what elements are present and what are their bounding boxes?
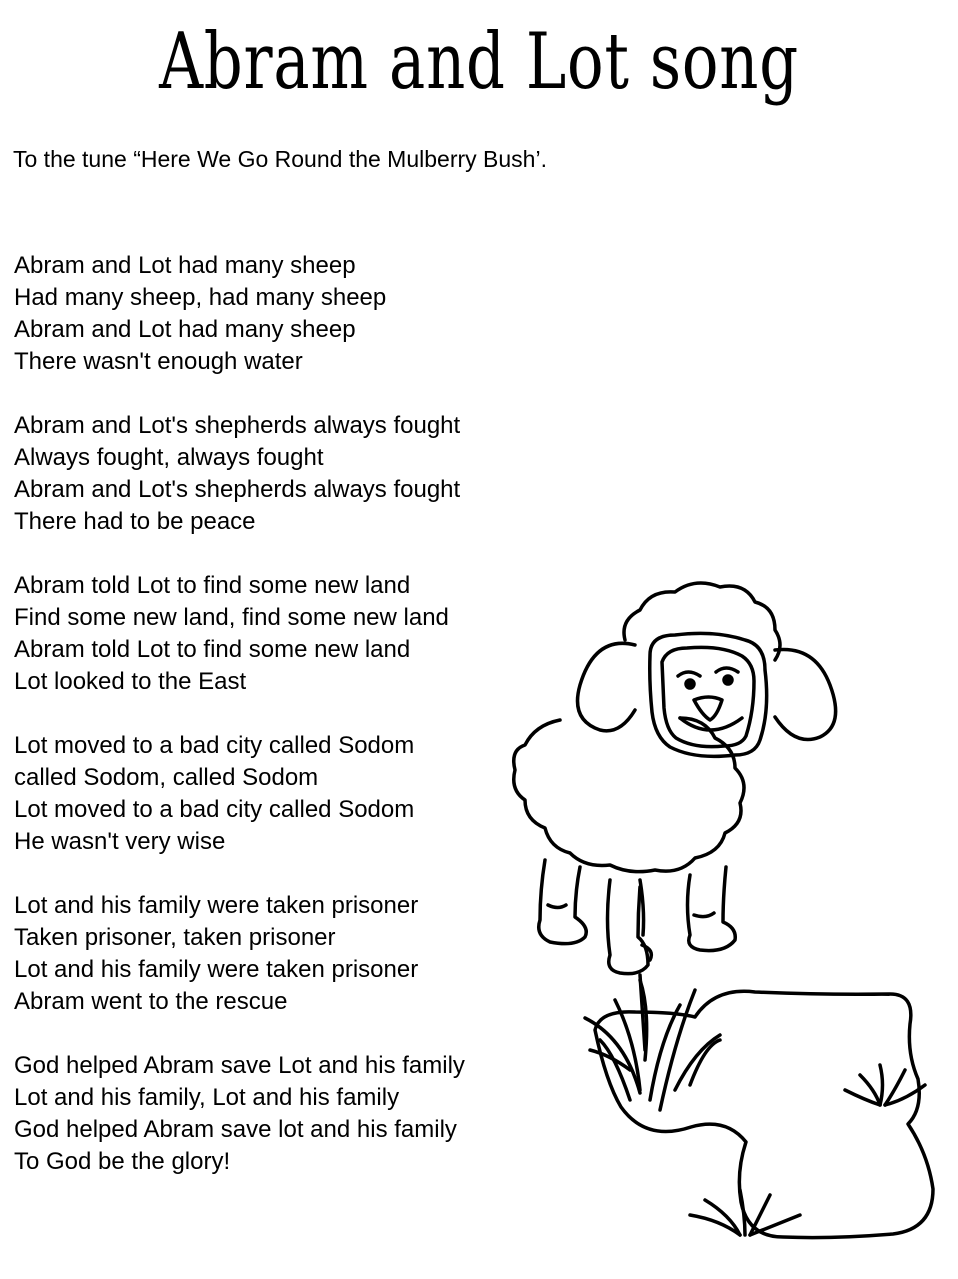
lyric-line: Had many sheep, had many sheep xyxy=(14,284,387,311)
lyric-line: Lot moved to a bad city called Sodom xyxy=(14,796,415,823)
lyric-line: God helped Abram save Lot and his family xyxy=(14,1052,465,1079)
lyrics xyxy=(14,250,465,1210)
sheep-and-pond-illustration xyxy=(500,570,950,1270)
lyric-line: Lot and his family were taken prisoner xyxy=(14,956,419,983)
lyric-line: Abram told Lot to find some new land xyxy=(14,572,411,599)
lyric-line: Abram told Lot to find some new land xyxy=(14,636,411,663)
lyric-line: There had to be peace xyxy=(14,508,256,535)
verse-2 xyxy=(14,410,465,538)
lyric-line: Lot and his family were taken prisoner xyxy=(14,892,419,919)
verse-5 xyxy=(14,890,465,1018)
sheep-icon xyxy=(514,583,836,974)
lyric-line: Abram and Lot had many sheep xyxy=(14,252,356,279)
lyric-line: Always fought, always fought xyxy=(14,444,324,471)
verse-1 xyxy=(14,250,465,378)
page-title: Abram and Lot song xyxy=(159,17,799,107)
lyric-line: God helped Abram save lot and his family xyxy=(14,1116,457,1143)
verse-4 xyxy=(14,730,465,858)
lyric-line: Taken prisoner, taken prisoner xyxy=(14,924,336,951)
grass-icon xyxy=(585,945,925,1235)
verse-6 xyxy=(14,1050,465,1178)
lyric-line: Lot moved to a bad city called Sodom xyxy=(14,732,415,759)
lyric-line: Abram and Lot had many sheep xyxy=(14,316,356,343)
tune-note: To the tune “Here We Go Round the Mulberry Bush’. xyxy=(13,146,547,172)
lyric-line: Lot looked to the East xyxy=(14,668,247,695)
lyric-line: Lot and his family, Lot and his family xyxy=(14,1084,400,1111)
lyric-line: To God be the glory! xyxy=(14,1148,231,1175)
verse-3 xyxy=(14,570,465,698)
lyric-line: Abram and Lot's shepherds always fought xyxy=(14,412,461,439)
lyric-line: Find some new land, find some new land xyxy=(14,604,449,631)
lyric-line: He wasn't very wise xyxy=(14,828,226,855)
lyric-line: Abram and Lot's shepherds always fought xyxy=(14,476,461,503)
lyric-line: Abram went to the rescue xyxy=(14,988,288,1015)
lyric-line: called Sodom, called Sodom xyxy=(14,764,319,791)
lyric-line: There wasn't enough water xyxy=(14,348,303,375)
